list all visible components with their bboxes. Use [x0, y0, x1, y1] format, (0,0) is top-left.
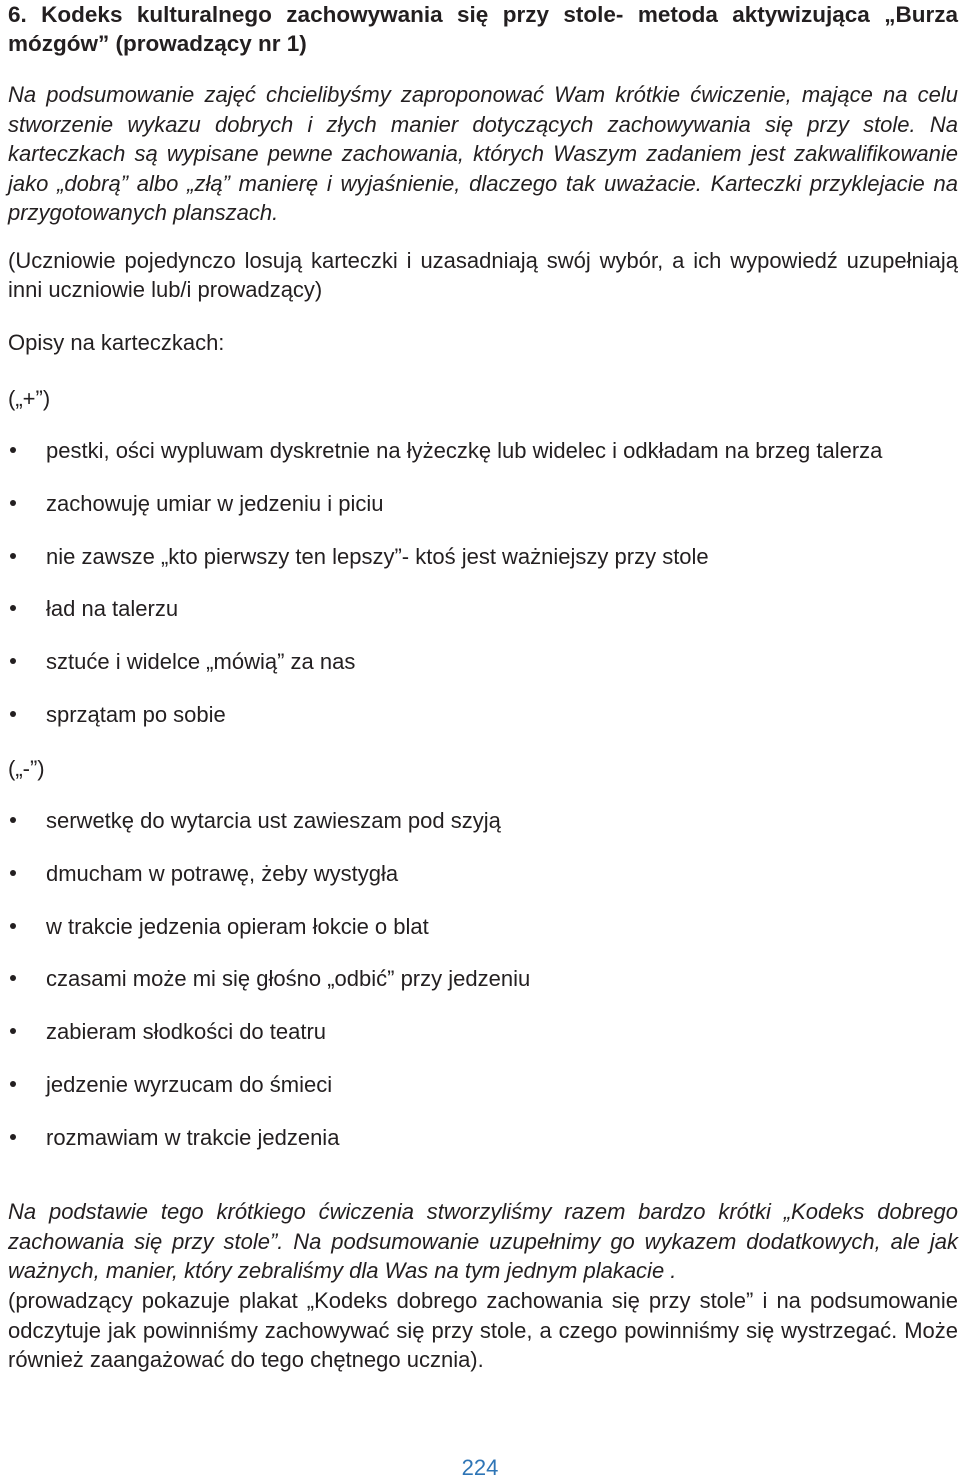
list-item	[8, 489, 958, 542]
list-item-text: w trakcie jedzenia opieram łokcie o blat	[46, 913, 429, 939]
bullet-icon	[10, 1134, 16, 1140]
bullet-icon	[10, 975, 16, 981]
document-page	[8, 0, 958, 1372]
list-item	[8, 594, 958, 647]
bullet-icon	[10, 447, 16, 453]
list-item	[8, 436, 958, 489]
cards-description-label: Opisy na karteczkach:	[8, 329, 225, 355]
bullet-icon	[10, 711, 16, 717]
list-item-text: rozmawiam w trakcie jedzenia	[46, 1124, 340, 1150]
instructions-paragraph: (Uczniowie pojedynczo losują karteczki i uzasadniają swój wybór, a ich wypowiedź uzupełniają inni uczniowie lub/i prowadzący)	[8, 247, 958, 302]
summary-paragraph: Na podstawie tego krótkiego ćwiczenia stworzyliśmy razem bardzo krótki „Kodeks dobrego zachowania się przy stole”. Na podsumowanie uzupełnimy go wykazem dodatkowych, ale jak ważnych, manier, który zebraliśmy dla Was na tym jednym plakacie .	[8, 1199, 958, 1283]
bullet-icon	[10, 870, 16, 876]
list-item-text: zabieram słodkości do teatru	[46, 1019, 327, 1045]
list-item-text: dmucham w potrawę, żeby wystygła	[46, 860, 399, 886]
list-item-text: pestki, ości wypluwam dyskretnie na łyżeczkę lub widelec i odkładam na brzeg talerza	[46, 438, 883, 463]
list-item	[8, 1070, 958, 1123]
list-item-text: zachowuję umiar w jedzeniu i piciu	[46, 490, 384, 516]
bad-manners-list	[8, 806, 958, 1176]
list-item	[8, 1123, 958, 1176]
list-item-text: ład na talerzu	[46, 596, 179, 622]
list-item-text: sprzątam po sobie	[46, 701, 226, 727]
bullet-icon	[10, 1028, 16, 1034]
bullet-icon	[10, 658, 16, 664]
list-item	[8, 912, 958, 965]
closing-paragraph: (prowadzący pokazuje plakat „Kodeks dobrego zachowania się przy stole” i na podsumowanie odczytuje jak powinniśmy zachowywać się przy stole, a czego powinniśmy się wystrzegać. Może również zaangażować do tego chętnego ucznia).	[8, 1288, 958, 1372]
list-item-text: czasami może mi się głośno „odbić” przy jedzeniu	[46, 966, 531, 992]
list-item	[8, 542, 958, 595]
list-item	[8, 859, 958, 912]
section-heading: 6. Kodeks kulturalnego zachowywania się przy stole- metoda aktywizująca „Burza mózgów” (prowadzący nr 1)	[8, 2, 958, 56]
bullet-icon	[10, 500, 16, 506]
bullet-icon	[10, 923, 16, 929]
good-manners-label: („+”)	[8, 386, 51, 411]
bullet-icon	[10, 605, 16, 611]
bad-manners-label: („-”)	[8, 756, 45, 781]
list-item-text: sztuće i widelce „mówią” za nas	[46, 649, 356, 675]
intro-paragraph: Na podsumowanie zajęć chcielibyśmy zaproponować Wam krótkie ćwiczenie, mające na celu stworzenie wykazu dobrych i złych manier dotyczących zachowywania się przy stole. Na karteczkach są wypisane pewne zachowania, których Waszym zadaniem jest zakwalifikowanie jako „dobrą” albo „złą” manierę i wyjaśnienie, dlaczego tak uważacie. Karteczki przyklejacie na przygotowanych planszach.	[8, 82, 958, 225]
bullet-icon	[10, 817, 16, 823]
list-item	[8, 964, 958, 1017]
list-item	[8, 647, 958, 700]
good-manners-list	[8, 436, 958, 753]
list-item-text: serwetkę do wytarcia ust zawieszam pod szyją	[46, 808, 501, 833]
list-item-text: nie zawsze „kto pierwszy ten lepszy”- ktoś jest ważniejszy przy stole	[46, 543, 709, 569]
list-item	[8, 700, 958, 753]
list-item	[8, 806, 958, 859]
page-number: 224	[461, 1455, 499, 1480]
list-item	[8, 1017, 958, 1070]
list-item-text: jedzenie wyrzucam do śmieci	[46, 1071, 333, 1097]
bullet-icon	[10, 1081, 16, 1087]
bullet-icon	[10, 553, 16, 559]
